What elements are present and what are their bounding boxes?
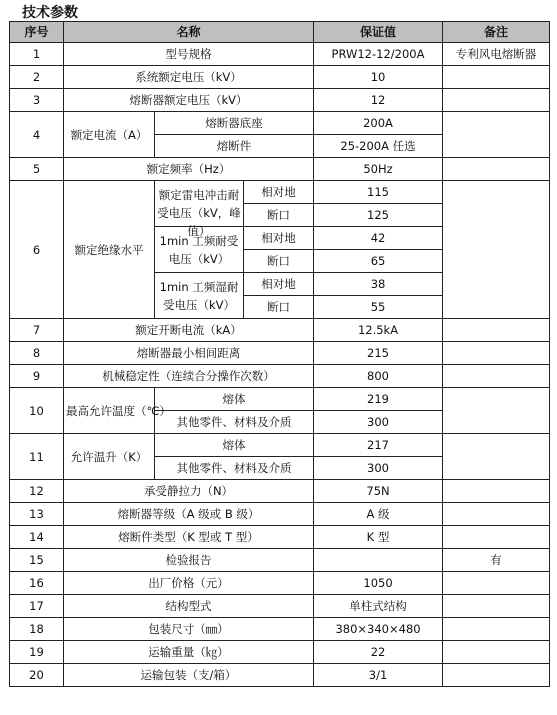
table-row: 熔断件 25-200A 任选 [10,135,550,158]
table-header-row [10,22,550,43]
table-row: 4 额定电流（A） 熔断器底座 200A [10,112,550,135]
table-row: 11 允许温升（K） 熔体 217 [10,434,550,457]
table-row: 13 熔断器等级（A 级或 B 级） A 级 [10,503,550,526]
table-row: 断口 65 [10,250,550,273]
table-row: 10 最高允许温度（℃） 熔体 219 [10,388,550,411]
table-row: 20 运输包装（支/箱） 3/1 [10,664,550,687]
table-row: 其他零件、材料及介质 300 [10,411,550,434]
table-row: 1 型号规格 PRW12-12/200A 专利风电熔断器 [10,43,550,66]
table-row: 9 机械稳定性（连续合分操作次数） 800 [10,365,550,388]
table-row: 15 检验报告 有 [10,549,550,572]
table-row: 断口 55 [10,296,550,319]
table-row: 12 承受静拉力（N） 75N [10,480,550,503]
table-row: 7 额定开断电流（kA） 12.5kA [10,319,550,342]
table-row: 17 结构型式 单柱式结构 [10,595,550,618]
table-row: 14 熔断件类型（K 型或 T 型） K 型 [10,526,550,549]
table-row: 断口 125 [10,204,550,227]
header-value: 保证值 [314,22,443,43]
spec-table [9,21,550,687]
table-row: 3 熔断器额定电压（kV） 12 [10,89,550,112]
table-row: 19 运输重量（㎏） 22 [10,641,550,664]
table-row: 1min 工频耐受电压（kV） 相对地 42 [10,227,550,250]
page-title: 技术参数 [22,5,78,21]
table-row: 16 出厂价格（元） 1050 [10,572,550,595]
header-no: 序号 [10,22,64,43]
table-row: 6 额定绝缘水平 额定雷电冲击耐受电压（kV，峰值） 相对地 115 [10,181,550,204]
table-row: 1min 工频湿耐受电压（kV） 相对地 38 [10,273,550,296]
table-row: 其他零件、材料及介质 300 [10,457,550,480]
header-name: 名称 [64,22,314,43]
table-row: 18 包装尺寸（㎜） 380×340×480 [10,618,550,641]
table-row: 2 系统额定电压（kV） 10 [10,66,550,89]
table-row: 8 熔断器最小相间距离 215 [10,342,550,365]
table-row: 5 额定频率（Hz） 50Hz [10,158,550,181]
header-note: 备注 [443,22,550,43]
